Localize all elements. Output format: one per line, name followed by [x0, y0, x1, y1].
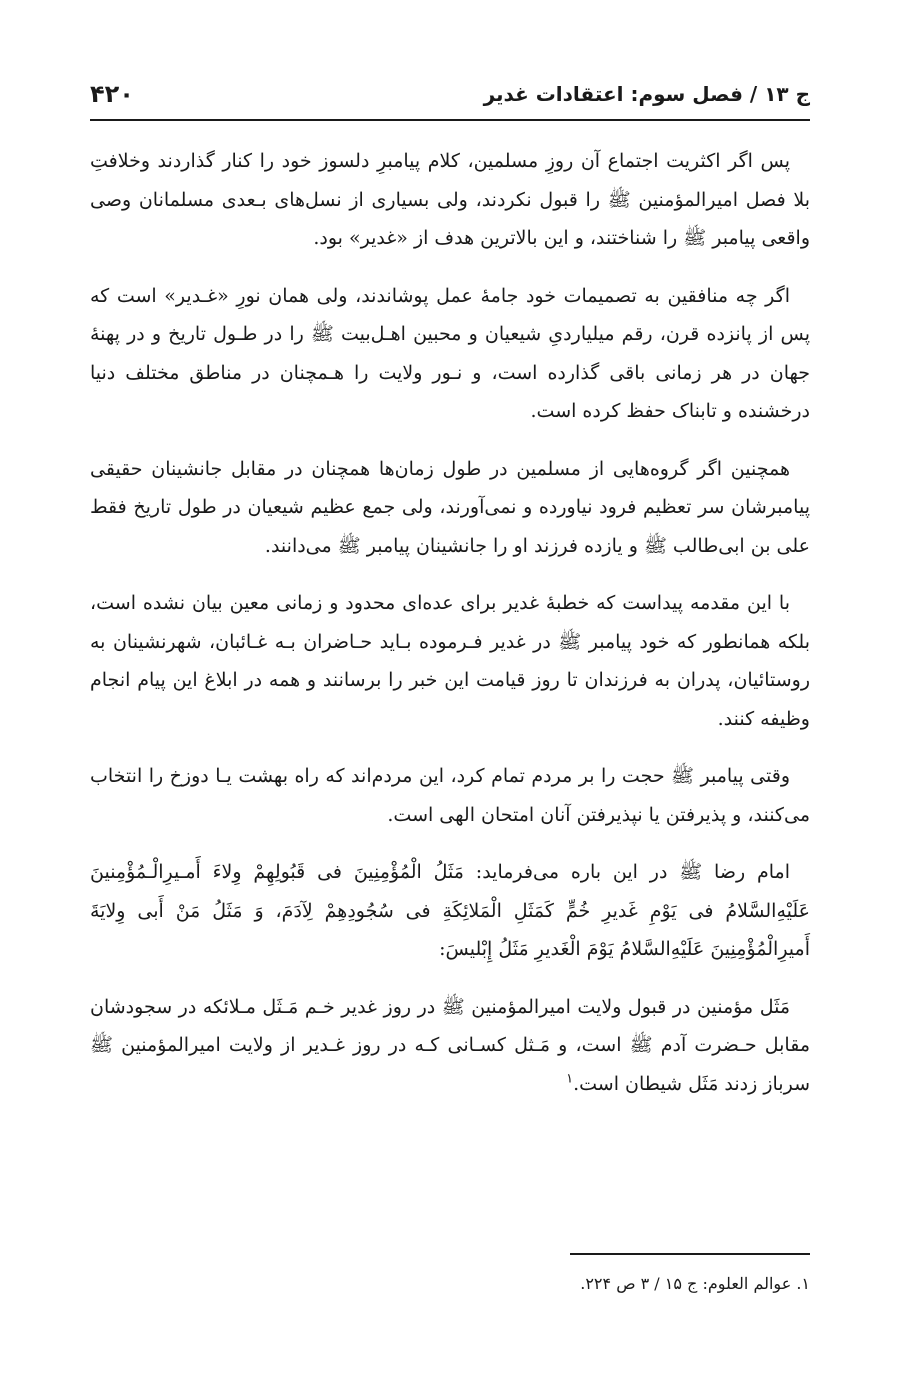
running-title: ج ۱۳ / فصل سوم: اعتقادات غدیر — [483, 82, 810, 106]
paragraph: وقتی پیامبر ﷺ حجت را بر مردم تمام کرد، این مردم‌اند که راه بهشت یـا دوزخ را انتخاب می‌کنند، و پذیرفتن یا نپذیرفتن آنان امتحان الهی است. — [90, 765, 810, 826]
book-page — [90, 60, 810, 1360]
footnote: ۱. عوالم العلوم: ج ۱۵ / ۳ ص ۲۲۴. — [580, 1274, 810, 1293]
paragraph-with-footnote — [90, 988, 810, 1104]
header-rule — [90, 119, 810, 121]
page-number: ۴۲۰ — [90, 80, 134, 108]
hadith-paragraph: امام رضا ﷺ در این باره می‌فرماید: مَثَلُ الْمُؤْمِنِینَ فی قَبُولِهِمْ وِلاءَ أَمـیرِالْـمُؤْمِنینَ عَلَیْهِ‌السَّلامُ فی یَوْمِ غَدیرِ خُمٍّ کَمَثَلِ الْمَلائِکَةِ فی سُجُودِهِمْ لِآدَمَ، وَ مَثَلُ مَنْ أَبی وِلایَةَ أَمیرِالْمُؤْمِنِینَ عَلَیْهِ‌السَّلامُ یَوْمَ الْغَدیرِ مَثَلُ إِبْلیسَ: — [90, 861, 810, 960]
body-text — [90, 142, 810, 1122]
paragraph-text: مَثَل مؤمنین در قبول ولایت امیرالمؤمنین ﷺ در روز غدیر خـم مَـثَل مـلائکه در سجودشان مقابل حـضرت آدم ﷺ است، و مَـثل کسـانی کـه در روز غـدیر از ولایت امیرالمؤمنین ﷺ سرباز زدند مَثَل شیطان است. — [90, 995, 810, 1095]
footnote-rule — [570, 1253, 810, 1255]
paragraph: همچنین اگر گروه‌هایی از مسلمین در طول زمان‌ها همچنان در مقابل جانشینان حقیقی پیامبرشان سر تعظیم فرود نیاورده و نمی‌آورند، ولی جمع عظیم شیعیان در طول تاریخ فقط علی بن ابی‌طالب ﷺ و یازده فرزند او را جانشینان پیامبر ﷺ می‌دانند. — [90, 457, 810, 557]
page-header — [90, 74, 810, 114]
paragraph: اگر چه منافقین به تصمیمات خود جامهٔ عمل پوشاندند، ولی همان نورِ «غـدیر» است که پس از پانزده قرن، رقم میلیاردیِ شیعیان و محبین اهـل‌بیت ﷺ را در طـول تاریخ و در پهنهٔ جهان در هر زمانی باقی گذارده است، و نـور ولایت را هـمچنان در مناطق مختلف دنیا درخشنده و تابناک حفظ کرده است. — [90, 284, 810, 422]
paragraph: پس اگر اکثریت اجتماع آن روزِ مسلمین، کلام پیامبرِ دلسوز خود را کنار گذاردند وخلافتِ بلا فصل امیرالمؤمنین ﷺ را قبول نکردند، ولی بسیاری از نسل‌های بـعدی مسلمانان وصی واقعی پیامبر ﷺ را شناختند، و این بالاترین هدف از «غدیر» بود. — [90, 150, 810, 249]
footnote-marker: ۱ — [566, 1071, 574, 1087]
paragraph: با این مقدمه پیداست که خطبهٔ غدیر برای عده‌ای محدود و زمانی معین بیان نشده است، بلکه همانطور که خود پیامبر ﷺ در غدیر فـرموده بـاید حـاضران بـه غـائبان، شهرنشینان به روستائیان، پدران به فرزندان تا روز قیامت این خبر را برسانند و همه در ابلاغ این پیام انجام وظیفه کنند. — [90, 592, 810, 730]
